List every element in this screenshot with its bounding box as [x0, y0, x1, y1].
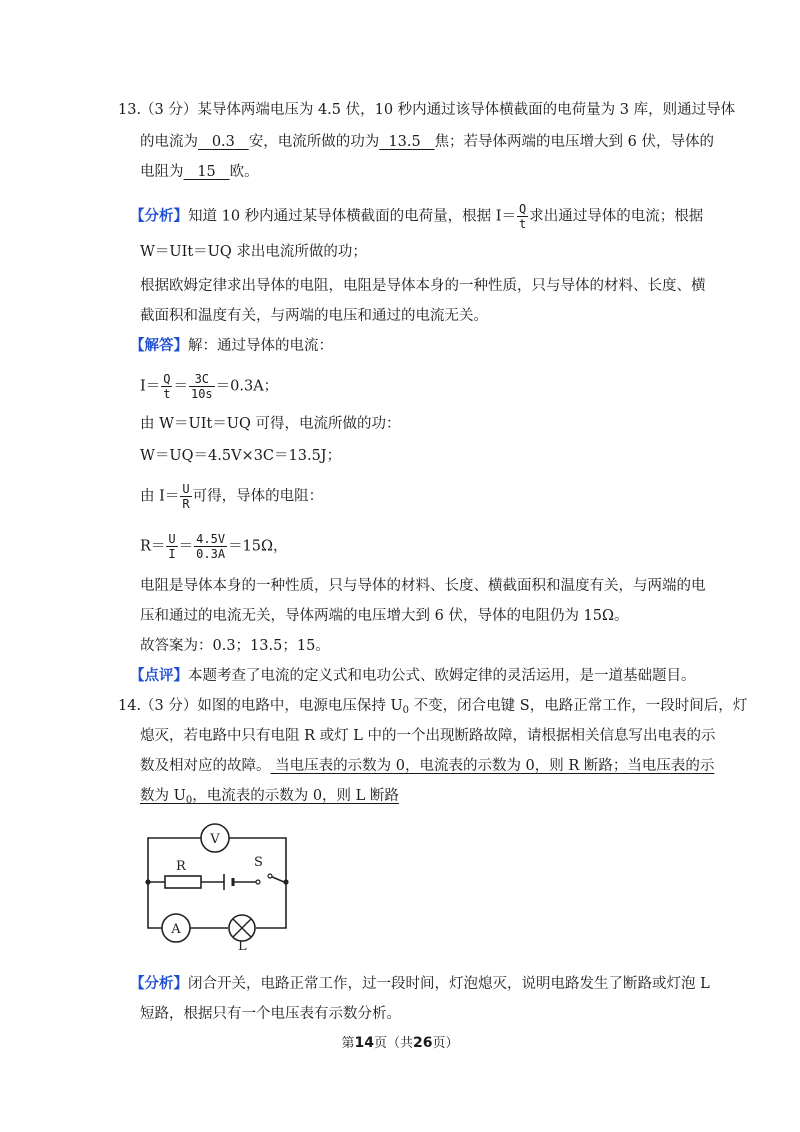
junction-dot — [283, 879, 288, 884]
q13-analysis-line4: 截面积和温度有关，与两端的电压和通过的电流无关。 — [140, 308, 488, 324]
q13-answer-1: 0.3 — [211, 134, 235, 150]
q13-analysis-line1: 【分析】知道 10 秒内通过某导体横截面的电荷量，根据 I＝ $\frac{Q}{t}$ 求出通过导体的电流；根据 — [130, 202, 704, 231]
q14-analysis-line1: 【分析】闭合开关，电路正常工作，过一段时间，灯泡熄灭，说明电路发生了断路或灯泡 L — [130, 975, 710, 992]
q13-analysis-line2: W＝UIt＝UQ 求出电流所做的功； — [140, 244, 367, 260]
resistor-icon — [165, 876, 201, 888]
fraction: $\frac{Q}{t}$ — [519, 202, 527, 231]
q13-solution-line5: 由 I＝ $\frac{U}{R}$ 可得，导体的电阻： — [140, 482, 324, 511]
page-number: 14 — [354, 1035, 374, 1051]
q13-solution-line6: R＝ $\frac{U}{I}$ ＝ $\frac{4.5V}{0.3A}$ ＝15Ω， — [140, 532, 288, 561]
q13-solution-line4: W＝UQ＝4.5V×3C＝13.5J； — [140, 448, 342, 464]
q14-answer-part2: 数为 $U_0$，电流表的示数为 0，则 L 断路 — [140, 788, 399, 806]
voltmeter-label: V — [210, 832, 220, 847]
q13-solution-line8: 压和通过的电流无关，导体两端的电压增大到 6 伏，导体的电阻仍为 15Ω。 — [140, 608, 629, 624]
switch-label: S — [254, 855, 263, 870]
q13-solution-line9: 故答案为：0.3；13.5；15。 — [140, 638, 330, 654]
q13-comment: 【点评】本题考查了电流的定义式和电功公式、欧姆定律的灵活运用，是一道基础题目。 — [130, 667, 696, 684]
q13-solution-line2: I＝ $\frac{Q}{t}$ ＝ $\frac{3C}{10s}$ ＝0.3A； — [140, 372, 279, 401]
fraction: $\frac{U}{I}$ — [168, 532, 176, 561]
q13-analysis-line3: 根据欧姆定律求出导体的电阻，电阻是导体本身的一种性质，只与导体的材料、长度、横 — [140, 278, 706, 294]
q13-text-line1: （3 分）某导体两端电压为 4.5 伏，10 秒内通过该导体横截面的电荷量为 3 库，则通过导体 — [140, 102, 736, 118]
q13-text-line3: 电阻为 15 欧。 — [140, 164, 259, 180]
analysis-tag: 【分析】 — [130, 975, 188, 992]
resistor-label: R — [176, 859, 186, 874]
q13-answer-3: 15 — [197, 164, 216, 180]
fraction: $\frac{U}{R}$ — [182, 482, 190, 511]
lamp-label: L — [238, 939, 247, 952]
q13-text-line2: 的电流为 0.3 安，电流所做的功为 13.5 焦；若导体两端的电压增大到 6 伏，导体的 — [140, 134, 715, 150]
analysis-tag: 【分析】 — [130, 207, 188, 225]
q13-solution-line1: 【解答】解：通过导体的电流： — [130, 337, 333, 354]
q14-analysis-line2: 短路，根据只有一个电压表有示数分析。 — [140, 1006, 401, 1022]
junction-dot — [145, 879, 150, 884]
q13-solution-line3: 由 W＝UIt＝UQ 可得，电流所做的功： — [140, 416, 401, 432]
question-13-number: 13. — [118, 102, 142, 118]
battery-icon — [224, 874, 233, 890]
q14-text-line2: 熄灭，若电路中只有电阻 R 或灯 L 中的一个出现断路故障，请根据相关信息写出电表的示 — [140, 728, 716, 744]
q14-answer-part1: 当电压表的示数为 0，电流表的示数为 0，则 R 断路；当电压表的示 — [270, 758, 715, 774]
solution-tag: 【解答】 — [130, 337, 188, 354]
q13-solution-line7: 电阻是导体本身的一种性质，只与导体的材料、长度、横截面积和温度有关，与两端的电 — [140, 578, 706, 594]
fraction: $\frac{4.5V}{0.3A}$ — [196, 532, 226, 561]
total-pages: 26 — [413, 1035, 433, 1051]
page-footer: 第14页（共26页） — [341, 1035, 459, 1051]
q14-text-line4 — [140, 786, 399, 811]
switch-icon — [256, 874, 272, 884]
q13-answer-2: 13.5 — [388, 134, 421, 150]
ammeter-label: A — [171, 922, 181, 937]
fraction: $\frac{Q}{t}$ — [163, 372, 171, 401]
lamp-icon — [229, 915, 255, 941]
q14-text-line3: 数及相对应的故障。 当电压表的示数为 0，电流表的示数为 0，则 R 断路；当电压表的示 — [140, 758, 715, 774]
comment-tag: 【点评】 — [130, 667, 188, 684]
fraction: $\frac{3C}{10s}$ — [190, 372, 213, 401]
circuit-diagram — [138, 820, 298, 952]
question-14-number: 14. — [118, 698, 142, 714]
q14-text-line1: （3 分）如图的电路中，电源电压保持 $U_0$ 不变，闭合电键 S，电路正常工作，一段时间后，灯 — [140, 698, 748, 716]
